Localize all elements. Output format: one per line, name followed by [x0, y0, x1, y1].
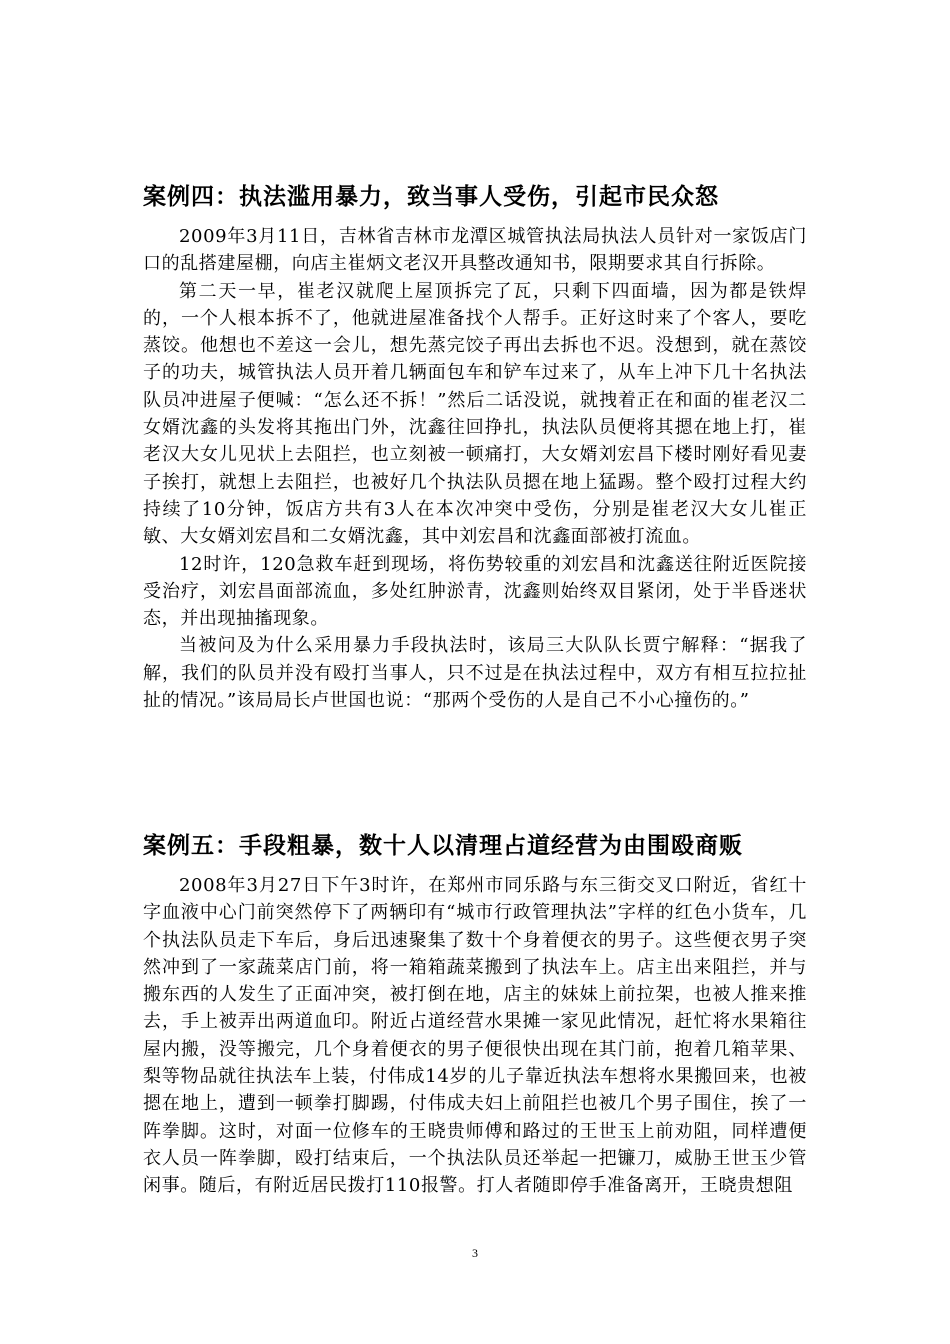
case4-paragraph-4: 当被问及为什么采用暴力手段执法时，该局三大队队长贾宁解释：“据我了解，我们的队员并没有殴打当事人，只不过是在执法过程中，双方有相互拉拉扯扯的情况。”该局局长卢世国也说：“那两个受伤的人是自己不小心撞伤的。” — [143, 635, 807, 712]
case4-heading: 案例四：执法滥用暴力，致当事人受伤，引起市民众怒 — [143, 184, 719, 210]
page-number: 3 — [472, 1246, 478, 1260]
case5-paragraph-1: 2008年3月27日下午3时许，在郑州市同乐路与东三街交叉口附近，省红十字血液中心门前突然停下了两辆印有“城市行政管理执法”字样的红色小货车，几个执法队员走下车后，身后迅速聚集了数十个身着便衣的男子。这些便衣男子突然冲到了一家蔬菜店门前，将一箱箱蔬菜搬到了执法车上。店主出来阻拦，并与搬东西的人发生了正面冲突，被打倒在地，店主的妹妹上前拉架，也被人推来推去，手上被弄出两道血印。附近占道经营水果摊一家见此情况，赶忙将水果箱往屋内搬，没等搬完，几个身着便衣的男子便很快出现在其门前，抱着几箱苹果、梨等物品就往执法车上装，付伟成14岁的儿子靠近执法车想将水果搬回来，也被摁在地上，遭到一顿拳打脚踢，付伟成夫妇上前阻拦也被几个男子围住，挨了一阵拳脚。这时，对面一位修车的王晓贵师傅和路过的王世玉上前劝阻，同样遭便衣人员一阵拳脚，殴打结束后，一个执法队员还举起一把镰刀，威胁王世玉少管闲事。随后，有附近居民拨打110报警。打人者随即停手准备离开，王晓贵想阻 — [143, 875, 807, 1197]
case4-paragraph-2: 第二天一早，崔老汉就爬上屋顶拆完了瓦，只剩下四面墙，因为都是铁焊的，一个人根本拆不了，他就进屋准备找个人帮手。正好这时来了个客人，要吃蒸饺。他想也不差这一会儿，想先蒸完饺子再出去拆也不迟。没想到，就在蒸饺子的功夫，城管执法人员开着几辆面包车和铲车过来了，从车上冲下几十名执法队员冲进屋子便喊：“怎么还不拆！”然后二话没说，就拽着正在和面的崔老汉二女婿沈鑫的头发将其拖出门外，沈鑫往回挣扎，执法队员便将其摁在地上打，崔老汉大女儿见状上去阻拦，也立刻被一顿痛打，大女婿刘宏昌下楼时刚好看见妻子挨打，就想上去阻拦，也被好几个执法队员摁在地上猛踢。整个殴打过程大约持续了10分钟，饭店方共有3人在本次冲突中受伤，分别是崔老汉大女儿崔正敏、大女婿刘宏昌和二女婿沈鑫，其中刘宏昌和沈鑫面部被打流血。 — [143, 280, 807, 548]
case5-body — [143, 872, 807, 1200]
case5-heading: 案例五：手段粗暴，数十人以清理占道经营为由围殴商贩 — [143, 833, 743, 859]
case4-paragraph-1: 2009年3月11日，吉林省吉林市龙潭区城管执法局执法人员针对一家饭店门口的乱搭建屋棚，向店主崔炳文老汉开具整改通知书，限期要求其自行拆除。 — [143, 226, 807, 275]
case4-paragraph-3: 12时许，120急救车赶到现场，将伤势较重的刘宏昌和沈鑫送往附近医院接受治疗，刘宏昌面部流血，多处红肿淤青，沈鑫则始终双目紧闭，处于半昏迷状态，并出现抽搐现象。 — [143, 553, 807, 630]
case4-body — [143, 223, 807, 714]
